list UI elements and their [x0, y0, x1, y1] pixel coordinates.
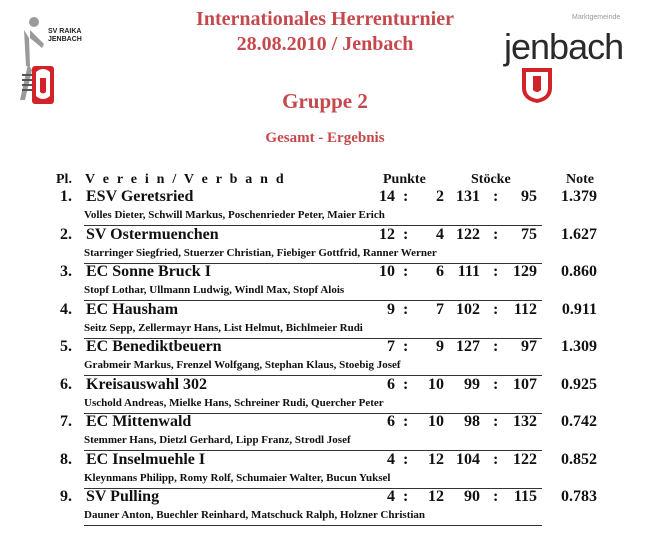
row-points-won: 4: [387, 450, 395, 468]
logo-left-text-2: JENBACH: [48, 36, 82, 43]
row-points-colon: :: [403, 375, 409, 393]
row-points-won: 10: [379, 263, 395, 280]
row-note: 0.742: [561, 413, 597, 430]
row-note: 0.783: [561, 488, 597, 505]
row-players: Volles Dieter, Schwill Markus, Poschenrieder Peter, Maier Erich: [84, 209, 385, 221]
row-divider: [84, 525, 542, 526]
row-points-won: 14: [379, 188, 395, 205]
row-sticks-against: 107: [513, 375, 537, 393]
logo-wordmark: jenbach: [504, 26, 624, 67]
header-place: Pl.: [56, 172, 72, 187]
tournament-date-location: 28.08.2010 / Jenbach: [236, 33, 414, 55]
row-sticks-colon: :: [493, 300, 499, 318]
row-sticks-for: 127: [456, 338, 480, 355]
row-players: Stemmer Hans, Dietzl Gerhard, Lipp Franz, Strodl Josef: [84, 434, 351, 446]
row-points-lost: 9: [436, 338, 444, 355]
row-players: Uschold Andreas, Mielke Hans, Schreiner Rudi, Quercher Peter: [84, 396, 384, 409]
row-sticks-against: 122: [513, 450, 537, 468]
row-sticks-for: 102: [456, 300, 480, 318]
row-sticks-against: 97: [521, 338, 537, 355]
row-points-colon: :: [403, 300, 409, 318]
row-note: 1.627: [561, 225, 597, 243]
logo-left-text-1: SV RAIKA: [48, 28, 82, 35]
row-points-won: 6: [387, 375, 395, 393]
row-sticks-for: 122: [456, 225, 480, 243]
row-points-lost: 12: [428, 450, 444, 468]
row-sticks-against: 132: [513, 413, 537, 430]
row-points-lost: 2: [436, 188, 444, 205]
header-note: Note: [566, 172, 594, 187]
row-team: EC Mittenwald: [86, 413, 192, 430]
table-row: [0, 263, 650, 303]
row-points-won: 12: [379, 225, 395, 243]
table-row: [0, 376, 650, 416]
table-row: [0, 188, 650, 228]
row-sticks-against: 115: [513, 488, 537, 505]
row-points-colon: :: [403, 225, 409, 243]
row-points-colon: :: [403, 188, 409, 205]
row-points-lost: 10: [428, 375, 444, 393]
row-sticks-for: 90: [464, 488, 480, 505]
row-sticks-colon: :: [493, 338, 499, 355]
row-sticks-colon: :: [493, 488, 499, 505]
row-note: 1.309: [561, 338, 597, 355]
row-note: 0.852: [561, 450, 597, 468]
row-sticks-for: 131: [456, 188, 480, 205]
row-players: Grabmeir Markus, Frenzel Wolfgang, Stephan Klaus, Stoebig Josef: [84, 359, 401, 371]
row-sticks-colon: :: [493, 450, 499, 468]
header-points: Punkte: [383, 172, 426, 187]
row-sticks-colon: :: [493, 375, 499, 393]
row-sticks-colon: :: [493, 413, 499, 430]
table-row: [0, 451, 650, 491]
results-subtitle: Gesamt - Ergebnis: [265, 130, 385, 146]
row-points-won: 6: [387, 413, 395, 430]
row-points-lost: 4: [436, 225, 444, 243]
row-team: SV Pulling: [86, 488, 160, 505]
row-points-colon: :: [403, 263, 409, 280]
logo-tagline: Marktgemeinde: [572, 14, 621, 21]
row-note: 1.379: [561, 188, 597, 205]
row-sticks-for: 104: [456, 450, 480, 468]
row-place: 3.: [60, 263, 72, 280]
row-place: 7.: [60, 413, 72, 430]
row-team: EC Sonne Bruck I: [86, 263, 211, 280]
row-points-lost: 12: [428, 488, 444, 505]
row-team: ESV Geretsried: [86, 188, 194, 205]
row-points-colon: :: [403, 450, 409, 468]
row-team: SV Ostermuenchen: [86, 225, 219, 243]
row-team: EC Hausham: [86, 300, 179, 318]
row-players: Starringer Siegfried, Stuerzer Christian, Fiebiger Gottfrid, Ranner Werner: [84, 246, 437, 259]
row-place: 9.: [60, 488, 72, 505]
row-points-lost: 10: [428, 413, 444, 430]
row-points-lost: 7: [436, 300, 444, 318]
row-place: 4.: [60, 300, 72, 318]
table-row: [0, 301, 650, 341]
row-sticks-for: 111: [457, 263, 480, 280]
tournament-title: Internationales Herrenturnier: [196, 8, 454, 30]
row-place: 5.: [60, 338, 72, 355]
row-sticks-for: 98: [464, 413, 480, 430]
row-points-colon: :: [403, 338, 409, 355]
row-team: Kreisauswahl 302: [86, 375, 208, 393]
row-players: Seitz Sepp, Zellermayr Hans, List Helmut, Bichlmeier Rudi: [84, 321, 363, 334]
row-team: EC Inselmuehle I: [86, 450, 206, 468]
row-sticks-colon: :: [493, 188, 499, 205]
row-points-won: 7: [387, 338, 395, 355]
table-row: [0, 226, 650, 266]
row-players: Kleynmans Philipp, Romy Rolf, Schumaier Walter, Bucun Yuksel: [84, 471, 391, 484]
row-sticks-for: 99: [464, 375, 480, 393]
row-points-won: 4: [387, 488, 395, 505]
row-players: Stopf Lothar, Ullmann Ludwig, Windl Max, Stopf Alois: [84, 284, 345, 296]
row-points-won: 9: [387, 300, 395, 318]
row-sticks-against: 95: [521, 188, 537, 205]
row-note: 0.911: [561, 300, 597, 318]
row-points-colon: :: [403, 488, 409, 505]
row-note: 0.860: [561, 263, 597, 280]
row-sticks-against: 75: [521, 225, 537, 243]
row-place: 1.: [60, 188, 72, 205]
row-sticks-colon: :: [493, 263, 499, 280]
row-players: Dauner Anton, Buechler Reinhard, Matschuck Ralph, Holzner Christian: [84, 509, 426, 521]
table-row: [0, 413, 650, 453]
row-points-colon: :: [403, 413, 409, 430]
row-sticks-against: 112: [513, 300, 537, 318]
row-team: EC Benediktbeuern: [86, 338, 222, 355]
group-heading: Gruppe 2: [282, 89, 368, 113]
row-points-lost: 6: [436, 263, 444, 280]
row-place: 8.: [60, 450, 72, 468]
header-sticks: Stöcke: [471, 172, 511, 187]
table-row: [0, 488, 650, 528]
header-club: V e r e i n / V e r b a n d: [85, 172, 286, 187]
row-place: 2.: [60, 225, 72, 243]
row-place: 6.: [60, 375, 72, 393]
row-sticks-colon: :: [493, 225, 499, 243]
row-note: 0.925: [561, 375, 597, 393]
row-sticks-against: 129: [513, 263, 537, 280]
table-row: [0, 338, 650, 378]
